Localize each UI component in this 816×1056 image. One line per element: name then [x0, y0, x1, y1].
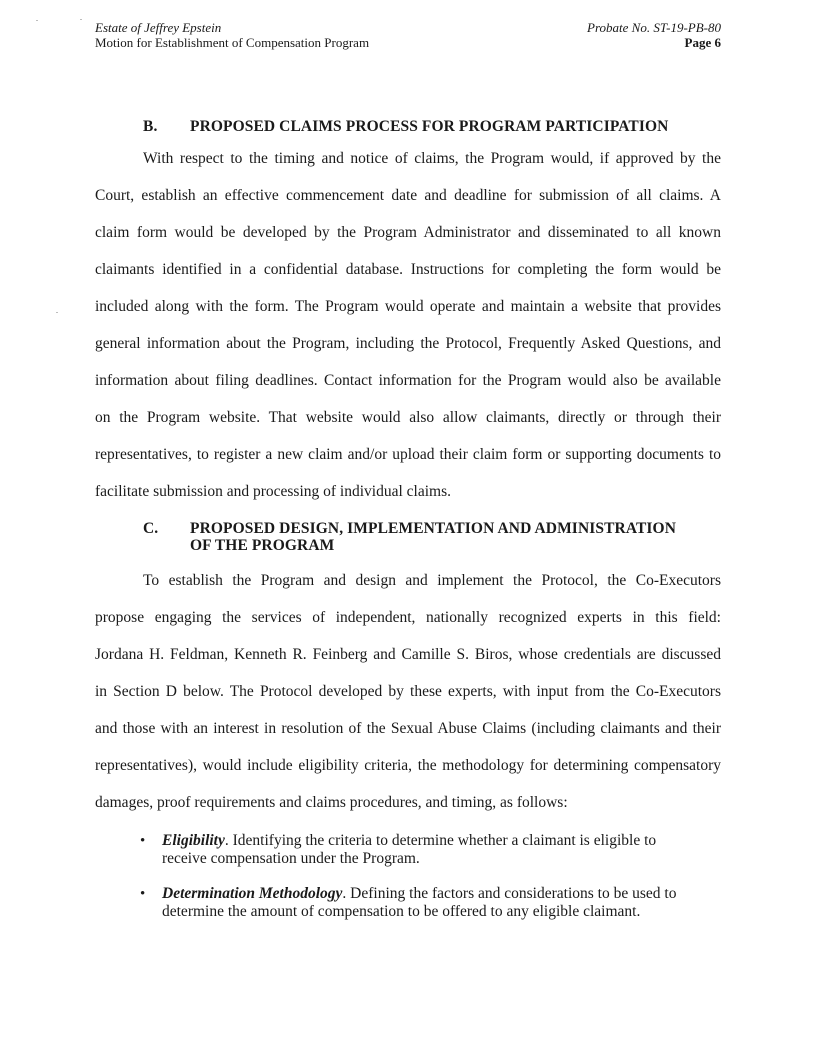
- section-b-heading: [143, 118, 668, 135]
- scan-speck: [36, 20, 38, 21]
- bullet-line: determine the amount of compensation to be offered to any eligible claimant.: [162, 903, 641, 920]
- scan-speck: [56, 312, 58, 313]
- paragraph-line: included along with the form. The Program would operate and maintain a website that provides: [95, 298, 721, 315]
- bullet-term: Determination Methodology: [162, 885, 343, 902]
- bullet-line: [162, 832, 656, 850]
- paragraph-line: information about filing deadlines. Contact information for the Program would also be available: [95, 372, 721, 389]
- running-header-right: [587, 20, 721, 50]
- section-title-line: PROPOSED DESIGN, IMPLEMENTATION AND ADMINISTRATION: [190, 520, 676, 537]
- running-header-left: [95, 20, 369, 50]
- paragraph-line: in Section D below. The Protocol developed by these experts, with input from the Co-Executors: [95, 683, 721, 700]
- paragraph-line: With respect to the timing and notice of claims, the Program would, if approved by the: [143, 150, 721, 167]
- bullet-term: Eligibility: [162, 832, 225, 849]
- section-title: [190, 118, 668, 135]
- paragraph-line: and those with an interest in resolution of the Sexual Abuse Claims (including claimants and their: [95, 720, 721, 737]
- section-letter: B.: [143, 118, 158, 135]
- scan-speck: [80, 19, 82, 20]
- page-label: Page: [684, 35, 712, 50]
- paragraph-line: Jordana H. Feldman, Kenneth R. Feinberg and Camille S. Biros, whose credentials are discussed: [95, 646, 721, 663]
- page-number: 6: [714, 35, 721, 50]
- page-number-line: [587, 35, 721, 50]
- paragraph-line: general information about the Program, including the Protocol, Frequently Asked Questions, and: [95, 335, 721, 352]
- section-c-heading: [143, 520, 676, 554]
- bullet-text: . Identifying the criteria to determine whether a claimant is eligible to: [224, 832, 657, 849]
- paragraph-line: Court, establish an effective commencement date and deadline for submission of all claims. A: [95, 187, 721, 204]
- bullet-line: [162, 885, 676, 903]
- paragraph-line: representatives, to register a new claim and/or upload their claim form or supporting documents to: [95, 446, 721, 463]
- paragraph-line: representatives), would include eligibility criteria, the methodology for determining compensatory: [95, 757, 721, 774]
- probate-number: Probate No. ST-19-PB-80: [587, 20, 721, 35]
- case-title: Estate of Jeffrey Epstein: [95, 20, 222, 35]
- section-title: [190, 520, 676, 554]
- paragraph-line: propose engaging the services of independent, nationally recognized experts in this field:: [95, 609, 721, 626]
- document-title: Motion for Establishment of Compensation Program: [95, 35, 370, 50]
- paragraph-line: To establish the Program and design and implement the Protocol, the Co-Executors: [143, 572, 721, 589]
- paragraph-line: on the Program website. That website would also allow claimants, directly or through their: [95, 409, 721, 426]
- paragraph-line: facilitate submission and processing of individual claims.: [95, 483, 452, 500]
- paragraph-line: damages, proof requirements and claims procedures, and timing, as follows:: [95, 794, 568, 811]
- bullet-icon: •: [140, 833, 146, 849]
- paragraph-line: claimants identified in a confidential database. Instructions for completing the form would be: [95, 261, 721, 278]
- paragraph-line: claim form would be developed by the Program Administrator and disseminated to all known: [95, 224, 721, 241]
- section-title-line: OF THE PROGRAM: [190, 537, 335, 554]
- bullet-text: . Defining the factors and considerations to be used to: [342, 885, 677, 902]
- bullet-icon: •: [140, 886, 146, 902]
- section-letter: C.: [143, 520, 159, 537]
- section-title-line: PROPOSED CLAIMS PROCESS FOR PROGRAM PARTICIPATION: [190, 118, 669, 135]
- bullet-line: receive compensation under the Program.: [162, 850, 420, 867]
